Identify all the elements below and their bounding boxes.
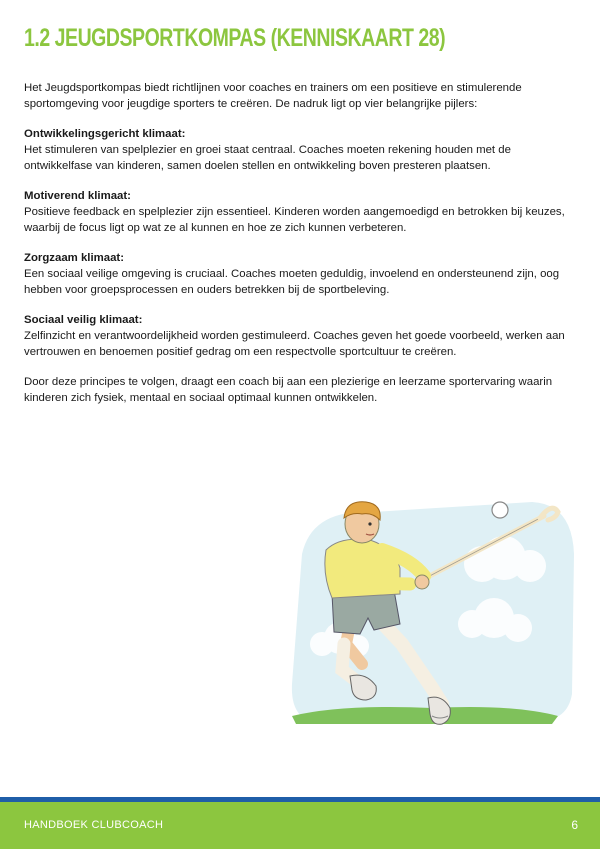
conclusion-paragraph: Door deze principes te volgen, draagt een coach bij aan een plezierige en leerzame sportervaring waarin kinderen zich fysiek, mentaal en sociaal optimaal kunnen ontwikkelen. (24, 376, 553, 404)
ball (492, 502, 508, 518)
hand (415, 575, 429, 589)
section-text: Een sociaal veilige omgeving is cruciaal. Coaches moeten geduldig, invoelend en ondersteunend zijn, oog hebben voor groepsprocessen en ouders betrekken bij de sportbeleving. (24, 268, 560, 296)
page-number: 6 (571, 818, 578, 832)
section-heading: Sociaal veilig klimaat: (24, 314, 143, 326)
footer-label: HANDBOEK CLUBCOACH (24, 819, 164, 831)
section-text: Zelfinzicht en verantwoordelijkheid worden gestimuleerd. Coaches geven het goede voorbeeld, werken aan vertrouwen en benoemen positief gedrag om een respectvolle sportcultuur te creëren. (24, 330, 565, 358)
footer (0, 802, 600, 849)
section-heading: Motiverend klimaat: (24, 190, 131, 202)
section-motiverend (24, 188, 576, 236)
page-content (24, 80, 576, 420)
section-heading: Zorgzaam klimaat: (24, 252, 125, 264)
intro-paragraph: Het Jeugdsportkompas biedt richtlijnen voor coaches en trainers om een positieve en stimulerende sportomgeving voor jeugdige sporters te creëren. De nadruk ligt op vier belangrijke pijlers: (24, 82, 522, 110)
section-text: Positieve feedback en spelplezier zijn essentieel. Kinderen worden aangemoedigd en betrokken bij keuzes, waarbij de focus ligt op wat ze al kunnen en hoe ze zich kunnen verbeteren. (24, 206, 565, 234)
hockey-player-illustration (282, 494, 582, 754)
section-text: Het stimuleren van spelplezier en groei staat centraal. Coaches moeten rekening houden met de ontwikkelfase van kinderen, samen doelen stellen en ontwikkeling boven presteren plaatsen. (24, 144, 511, 172)
section-ontwikkelingsgericht (24, 126, 576, 174)
section-heading: Ontwikkelingsgericht klimaat: (24, 128, 186, 140)
head (344, 502, 380, 543)
page-title: 1.2 JEUGDSPORTKOMPAS (KENNISKAART 28) (24, 24, 446, 52)
section-zorgzaam (24, 250, 576, 298)
section-sociaal-veilig (24, 312, 576, 360)
